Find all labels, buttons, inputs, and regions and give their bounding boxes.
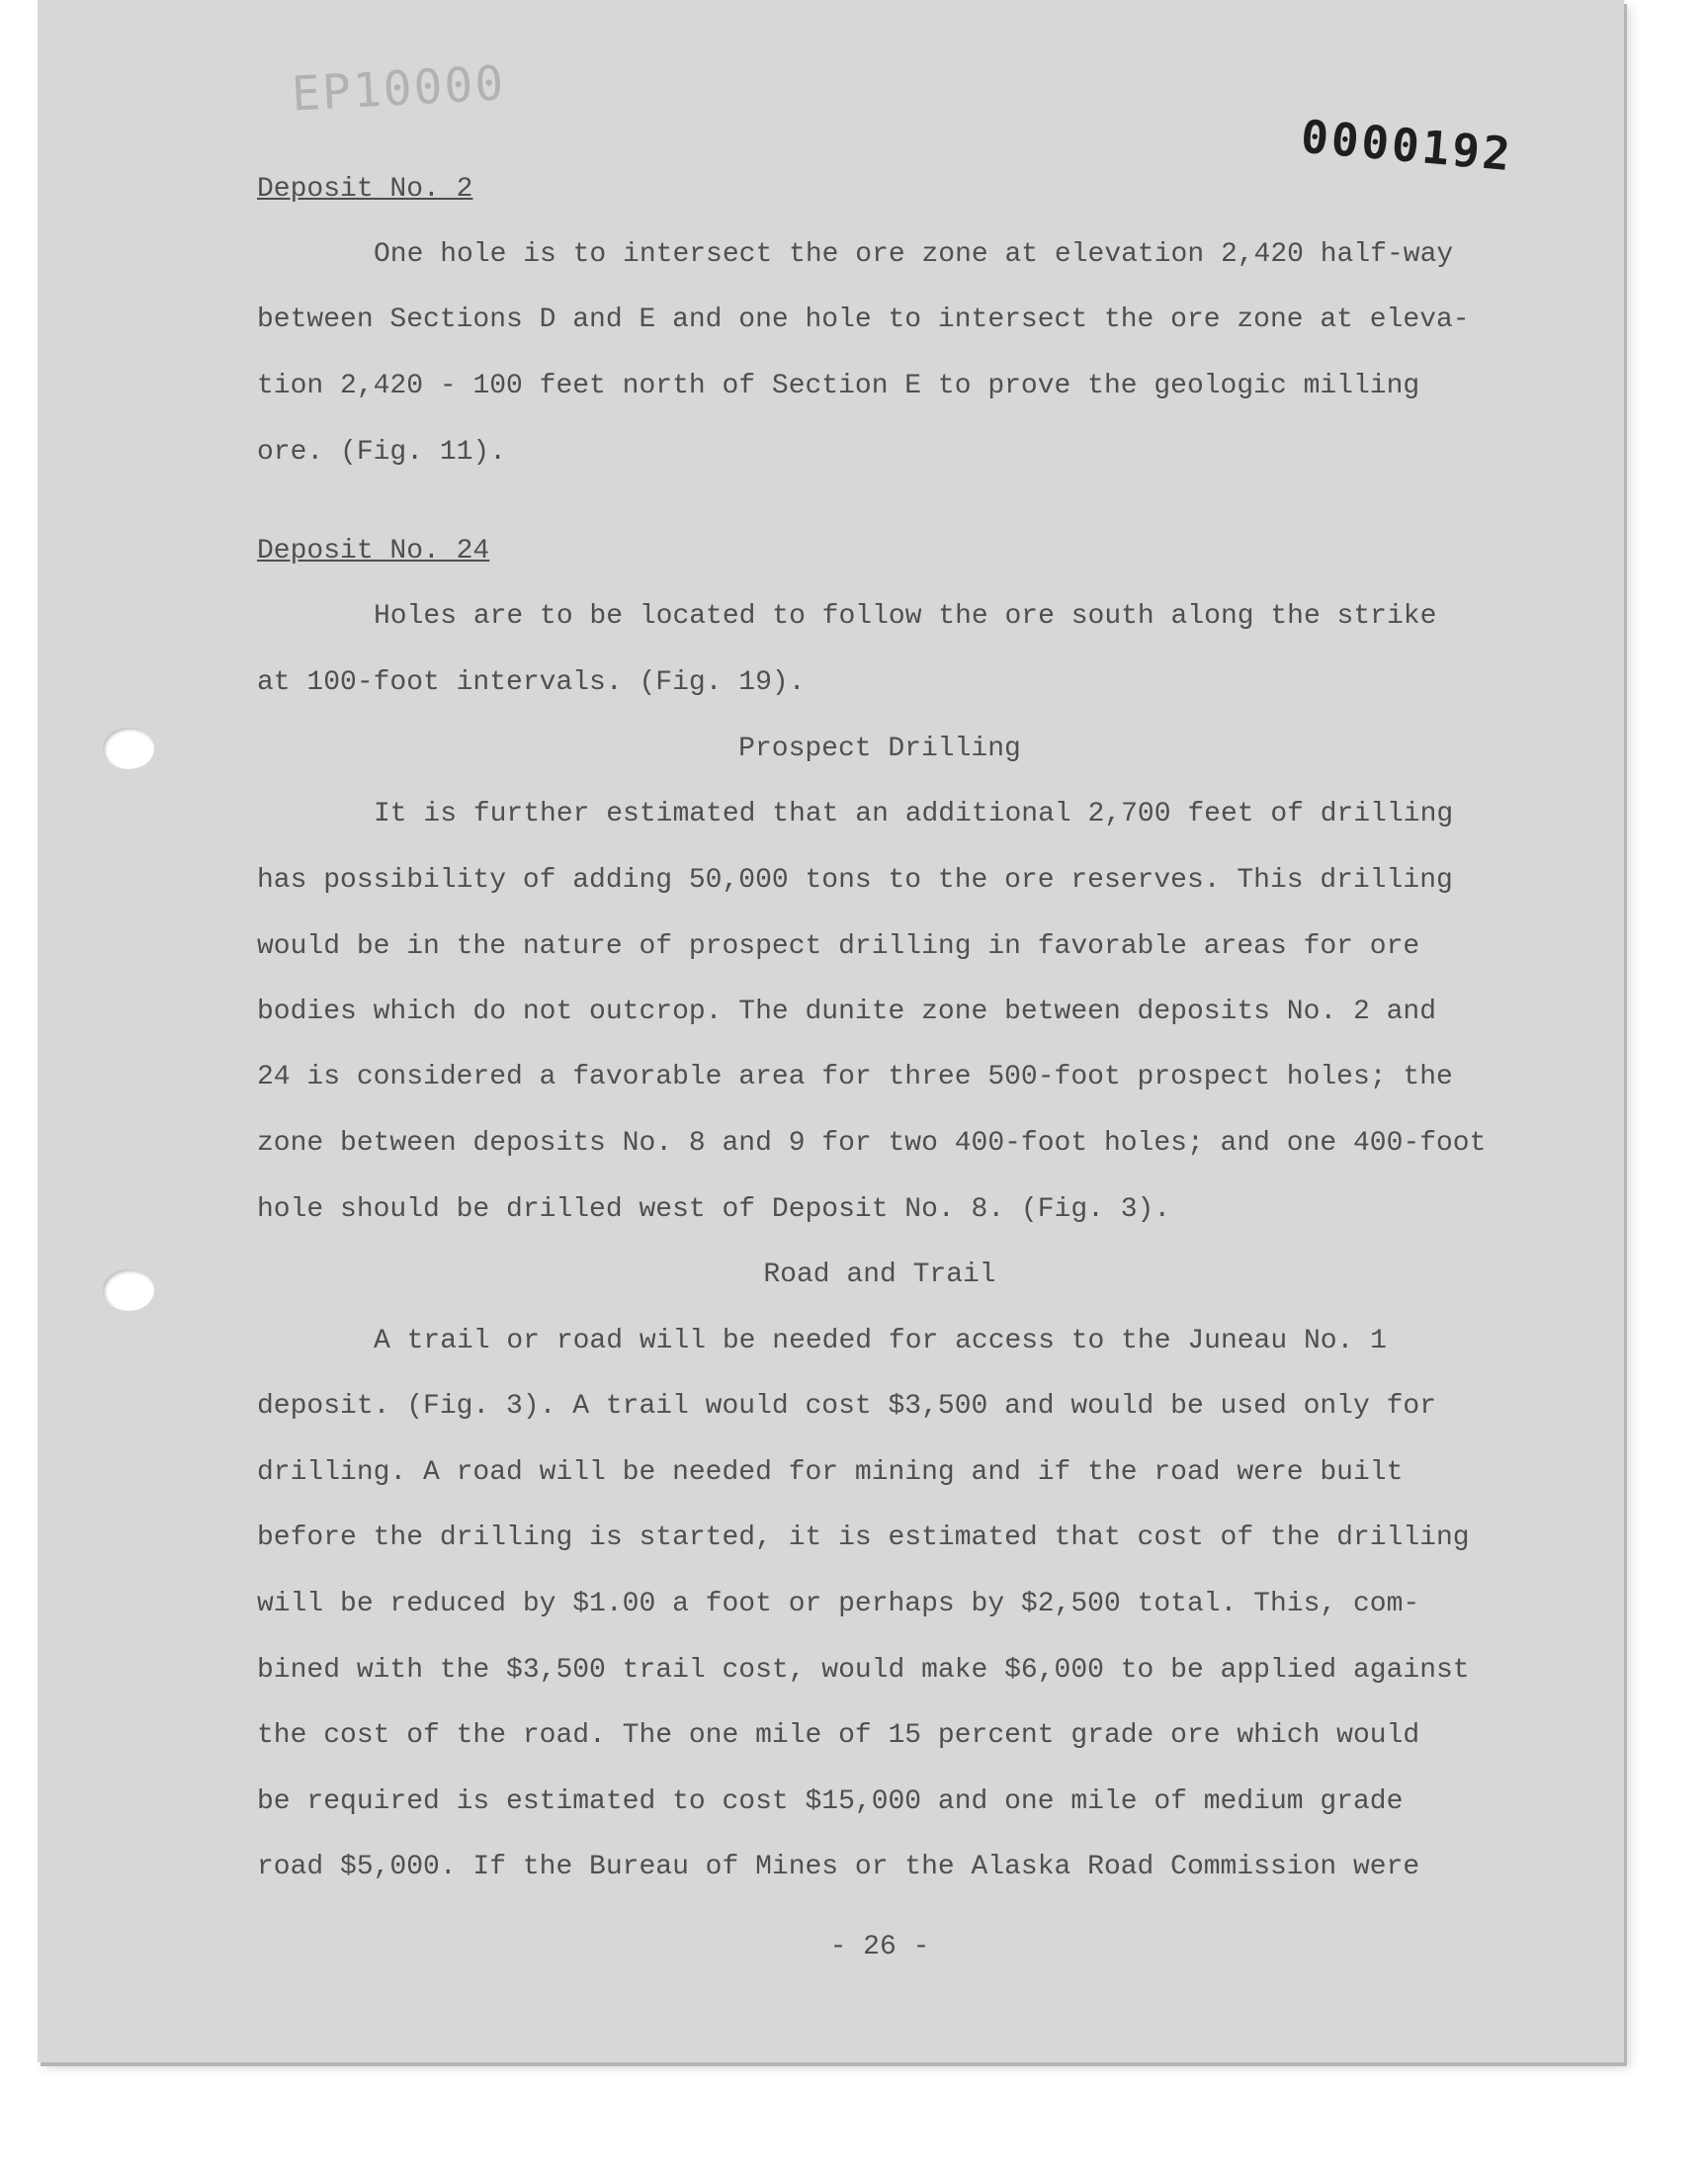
- paragraph-line: One hole is to intersect the ore zone at elevation 2,420 half-way: [374, 239, 1454, 270]
- paragraph-line: A trail or road will be needed for access to the Juneau No. 1: [374, 1326, 1387, 1356]
- paragraph-line: at 100-foot intervals. (Fig. 19).: [257, 667, 806, 698]
- section-heading-deposit-2: Deposit No. 2: [257, 174, 473, 205]
- page-number: - 26 -: [829, 1932, 930, 1962]
- paragraph-line: between Sections D and E and one hole to intersect the ore zone at eleva-: [257, 304, 1470, 335]
- paragraph-line: ore. (Fig. 11).: [257, 437, 507, 468]
- paragraph-line: 24 is considered a favorable area for three 500-foot prospect holes; the: [257, 1062, 1453, 1092]
- paragraph-line: the cost of the road. The one mile of 15 percent grade ore which would: [257, 1720, 1420, 1751]
- paragraph-line: It is further estimated that an additional 2,700 feet of drilling: [374, 799, 1454, 829]
- section-heading-prospect-drilling: Prospect Drilling: [738, 734, 1021, 764]
- paragraph-line: drilling. A road will be needed for mining and if the road were built: [257, 1457, 1404, 1488]
- archive-stamp: EP10000: [290, 55, 507, 123]
- section-heading-deposit-24: Deposit No. 24: [257, 536, 490, 566]
- section-heading-road-and-trail: Road and Trail: [763, 1260, 996, 1290]
- paragraph-line: would be in the nature of prospect drilling in favorable areas for ore: [257, 931, 1420, 962]
- paragraph-line: bined with the $3,500 trail cost, would make $6,000 to be applied against: [257, 1655, 1470, 1686]
- paragraph-line: zone between deposits No. 8 and 9 for two 400-foot holes; and one 400-foot: [257, 1128, 1487, 1159]
- paragraph-line: deposit. (Fig. 3). A trail would cost $3,500 and would be used only for: [257, 1391, 1436, 1422]
- paragraph-line: has possibility of adding 50,000 tons to the ore reserves. This drilling: [257, 865, 1453, 896]
- document-number-stamp: 0000192: [1299, 109, 1515, 182]
- paragraph-line: tion 2,420 - 100 feet north of Section E to prove the geologic milling: [257, 371, 1420, 401]
- paragraph-line: will be reduced by $1.00 a foot or perhaps by $2,500 total. This, com-: [257, 1589, 1420, 1619]
- paragraph-line: be required is estimated to cost $15,000 and one mile of medium grade: [257, 1786, 1404, 1817]
- punch-hole-top: [103, 728, 154, 769]
- paragraph-line: before the drilling is started, it is estimated that cost of the drilling: [257, 1522, 1470, 1553]
- punch-hole-bottom: [103, 1269, 154, 1311]
- paragraph-line: bodies which do not outcrop. The dunite zone between deposits No. 2 and: [257, 997, 1436, 1027]
- paragraph-line: road $5,000. If the Bureau of Mines or the Alaska Road Commission were: [257, 1852, 1420, 1882]
- paragraph-line: hole should be drilled west of Deposit No. 8. (Fig. 3).: [257, 1194, 1171, 1225]
- paragraph-line: Holes are to be located to follow the ore south along the strike: [374, 601, 1437, 632]
